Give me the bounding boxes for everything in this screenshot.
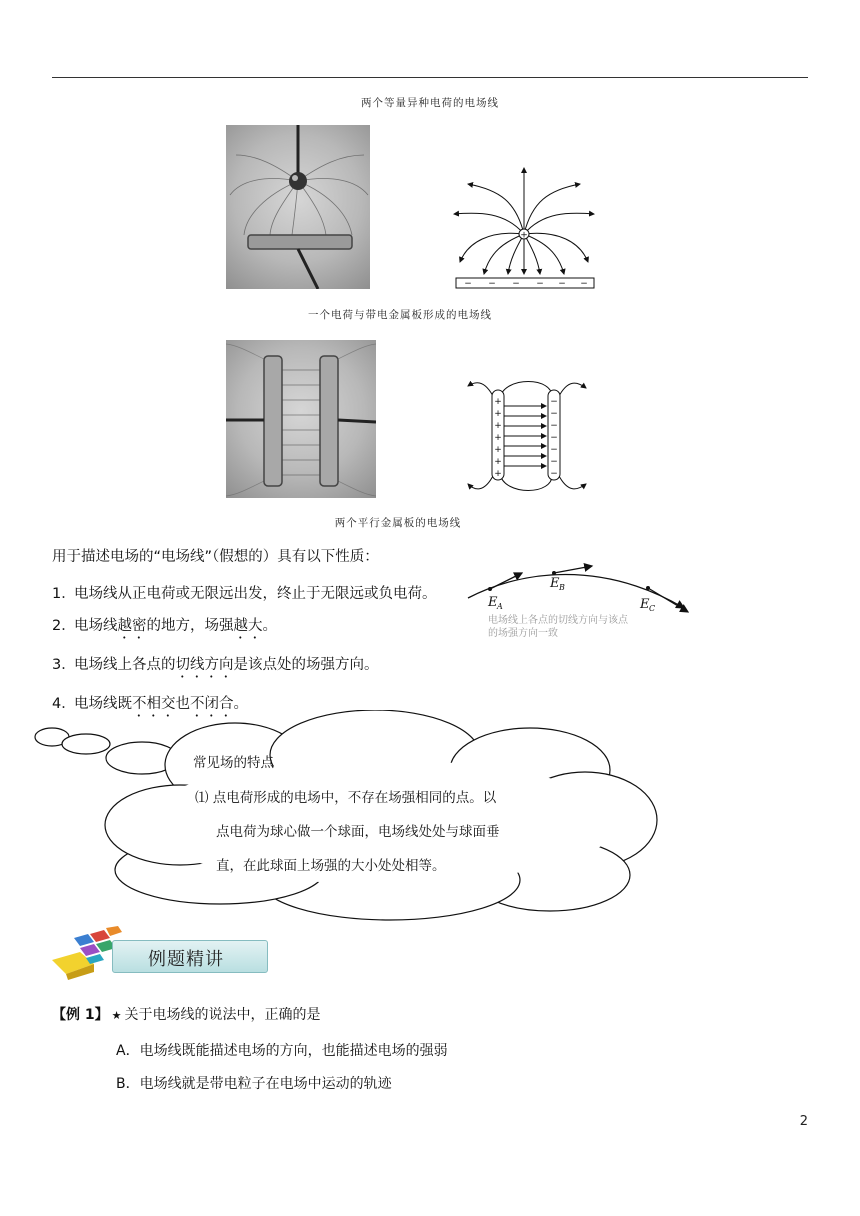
plate-plus-sign: + <box>494 433 502 443</box>
option-b <box>116 1073 392 1093</box>
section-title: 例题精讲 <box>148 949 224 970</box>
photo-two-plates-drawing <box>226 340 376 498</box>
plate-minus-sign: − <box>550 397 558 407</box>
example-question <box>52 1004 321 1024</box>
tangent-curve-svg <box>462 556 702 616</box>
label-ea: E <box>488 595 498 610</box>
example-tag: 【例 1】 <box>52 1007 109 1023</box>
item-number: 4． <box>52 696 76 712</box>
tangent-caption-line2: 的场强方向一致 <box>488 628 558 639</box>
cloud-line-2: 点电荷为球心做一个球面，电场线处处与球面垂 <box>216 824 500 840</box>
label-ec: E <box>640 597 650 612</box>
diagram-charge-plate-svg <box>450 162 598 294</box>
plate-minus-sign: − <box>550 457 558 467</box>
option-label: A． <box>116 1043 140 1059</box>
plate-minus-sign: − <box>550 421 558 431</box>
option-text: 电场线就是带电粒子在电场中运动的轨迹 <box>139 1076 392 1092</box>
minus-sign: − <box>512 279 520 289</box>
item-number: 3． <box>52 657 76 673</box>
plate-plus-sign: + <box>494 445 502 455</box>
option-a <box>116 1040 448 1060</box>
question-text: 关于电场线的说法中，正确的是 <box>124 1007 321 1023</box>
diagram-parallel-plates-svg <box>464 368 594 498</box>
caption-charge-and-plate: 一个电荷与带电金属板形成的电场线 <box>308 309 492 321</box>
property-item-1 <box>52 582 437 603</box>
plus-sign: + <box>520 230 528 241</box>
label-eb-sub: B <box>559 583 565 592</box>
item-text: 是该点处的场强方向。 <box>233 657 379 673</box>
item-text: 电场线 <box>74 618 118 634</box>
minus-sign: − <box>580 279 588 289</box>
photo-charge-and-plate <box>226 125 370 289</box>
cloud-line-1: ⑴ 点电荷形成的电场中，不存在场强相同的点。以 <box>195 790 497 806</box>
cloud-title: 常见场的特点 <box>193 755 274 771</box>
item-number: 1． <box>52 586 76 602</box>
property-item-3 <box>52 653 379 681</box>
cloud-line-3: 直，在此球面上场强的大小处处相等。 <box>216 858 446 874</box>
thought-cloud <box>30 710 670 925</box>
plate-plus-sign: + <box>494 457 502 467</box>
minus-sign: − <box>488 279 496 289</box>
item-text: 。 <box>262 618 277 634</box>
tangent-direction-figure <box>462 556 702 646</box>
emphasis-text: 越密 <box>117 618 147 634</box>
emphasis-text: 切线方向 <box>175 657 234 673</box>
item-text: 电场线从正电荷或无限远出发，终止于无限远或负电荷。 <box>74 586 437 602</box>
emphasis-text: 不闭合 <box>190 696 234 712</box>
diagram-charge-and-plate <box>450 162 598 294</box>
item-text: 电场线既 <box>74 696 132 712</box>
diagram-parallel-plates <box>464 368 594 498</box>
header-rule <box>52 77 808 78</box>
page-number: 2 <box>799 1114 808 1129</box>
caption-two-opposite-charges: 两个等量异种电荷的电场线 <box>361 97 499 109</box>
emphasis-text: 越大 <box>233 618 263 634</box>
minus-sign: − <box>536 279 544 289</box>
option-text: 电场线既能描述电场的方向，也能描述电场的强弱 <box>139 1043 448 1059</box>
tangent-caption <box>488 614 628 640</box>
item-text: 电场线上各点的 <box>74 657 176 673</box>
caption-two-plates: 两个平行金属板的电场线 <box>334 517 462 529</box>
plate-plus-sign: + <box>494 409 502 419</box>
label-ec-sub: C <box>649 604 656 613</box>
thought-cloud-shape <box>30 710 670 925</box>
properties-intro: 用于描述电场的“电场线”（假想的）具有以下性质： <box>52 549 379 565</box>
photo-two-plates <box>226 340 376 498</box>
item-text: 。 <box>233 696 248 712</box>
photo-charge-plate-drawing <box>226 125 370 289</box>
plate-minus-sign: − <box>550 433 558 443</box>
tangent-caption-line1: 电场线上各点的切线方向与该点 <box>488 615 628 626</box>
plate-plus-sign: + <box>494 397 502 407</box>
plate-plus-sign: + <box>494 421 502 431</box>
plate-minus-sign: − <box>550 409 558 419</box>
minus-sign: − <box>464 279 472 289</box>
item-number: 2． <box>52 618 76 634</box>
item-text: 也 <box>175 696 190 712</box>
star-icon: ★ <box>111 1009 122 1022</box>
plate-minus-sign: − <box>550 445 558 455</box>
option-label: B． <box>116 1076 140 1092</box>
emphasis-text: 不相交 <box>132 696 176 712</box>
plate-plus-sign: + <box>494 469 502 479</box>
label-eb: E <box>550 576 560 591</box>
label-ea-sub: A <box>497 602 503 611</box>
item-text: 的地方，场强 <box>146 618 234 634</box>
plate-minus-sign: − <box>550 469 558 479</box>
minus-sign: − <box>558 279 566 289</box>
property-item-2 <box>52 614 277 642</box>
